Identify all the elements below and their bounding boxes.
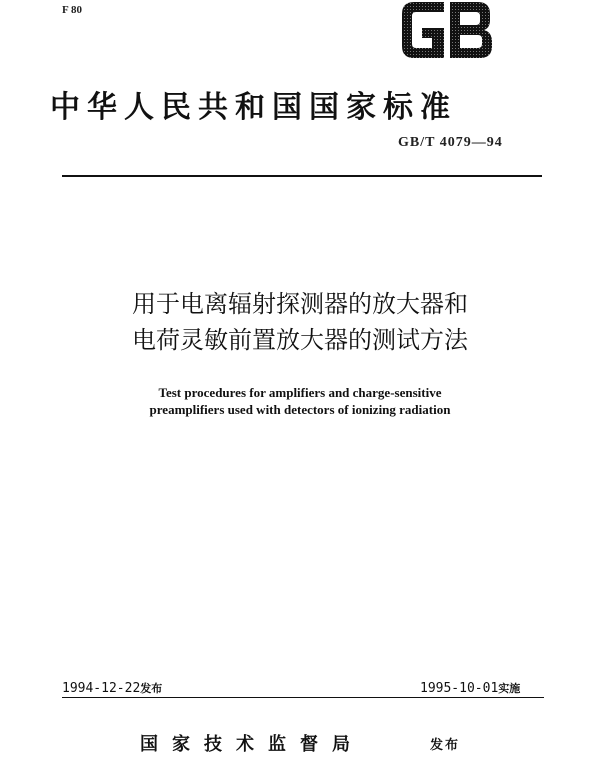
title-english-line-1: Test procedures for amplifiers and charge-sensitive (158, 385, 442, 400)
implementation-date-value: 1995-10-01 (420, 681, 499, 696)
title-english (60, 384, 540, 418)
title-chinese-line-1: 用于电离辐射探测器的放大器和 (132, 290, 468, 318)
date-divider (62, 697, 544, 698)
standard-type-heading: 中华人民共和国国家标准 (50, 90, 457, 125)
publisher-name: 国家技术监督局 (140, 734, 364, 755)
title-chinese (60, 286, 540, 358)
issue-date (62, 680, 162, 696)
standard-number: GB/T 4079—94 (398, 135, 503, 150)
classification-code (62, 0, 82, 16)
issue-date-value: 1994-12-22 (62, 681, 141, 696)
gb-logo (398, 0, 494, 62)
title-chinese-line-2: 电荷灵敏前置放大器的测试方法 (132, 326, 468, 354)
issue-date-suffix: 发布 (140, 682, 163, 695)
implementation-date (420, 680, 520, 696)
implementation-date-suffix: 实施 (498, 682, 521, 695)
publish-label: 发布 (430, 738, 461, 753)
header-divider (62, 175, 542, 177)
ccs-code: F 80 (62, 4, 83, 16)
title-english-line-2: preamplifiers used with detectors of ionizing radiation (149, 402, 451, 417)
